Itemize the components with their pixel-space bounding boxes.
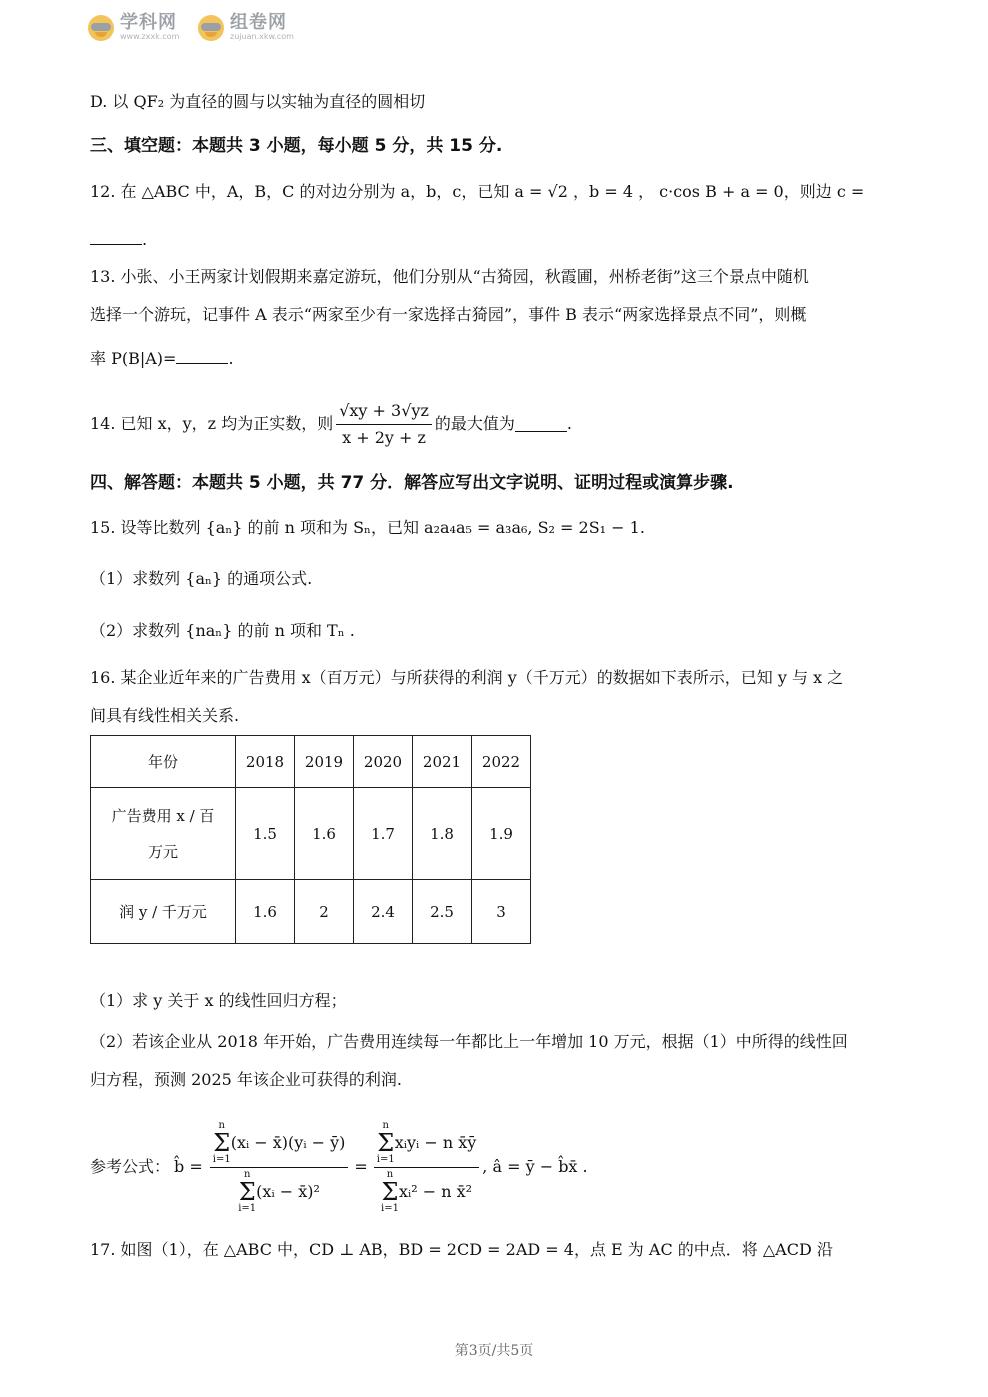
q14-fraction: $\frac{√xy + 3√yz}{x + 2y + z}$ [336,400,432,449]
table-cell: 2021 [413,736,472,788]
formula-fraction-2: n Σ i=1 xᵢyᵢ − n x̄ȳ n Σ i=1 xᵢ² − n x̄² [374,1121,479,1214]
q15-part1: （1）求数列 {aₙ} 的通项公式. [90,569,313,588]
logo-title: 学科网 [120,12,177,33]
logo-zxxk [88,14,179,41]
table-cell: 2022 [472,736,531,788]
logo-zujuan [198,14,294,41]
q12-line2: . [90,228,147,252]
table-header-profit: 润 y / 千万元 [91,880,236,944]
logo-title: 组卷网 [230,12,287,33]
q12-line1: 12. 在 △ABC 中，A，B，C 的对边分别为 a，b，c，已知 a = √2 ，b = 4 ， c·cos B + a = 0，则边 c = [90,182,865,201]
answer-blank [90,230,142,245]
table-cell: 2 [295,880,354,944]
table-row [91,736,531,788]
q16-line1: 16. 某企业近年来的广告费用 x（百万元）与所获得的利润 y（千万元）的数据如下表所示，已知 y 与 x 之 [90,668,844,687]
q16-part2-line1: （2）若该企业从 2018 年开始，广告费用连续每一年都比上一年增加 10 万元，根据（1）中所得的线性回 [90,1032,848,1051]
table-cell: 1.7 [354,788,413,880]
q16-part2-line2: 归方程，预测 2025 年该企业可获得的利润. [90,1070,402,1089]
formula-fraction-1: n Σ i=1 (xᵢ − x̄)(yᵢ − ȳ) n Σ i=1 (xᵢ − x̄)² [210,1121,349,1214]
q13-line3: 率 P(B|A)= . [90,349,234,368]
table-cell: 2.5 [413,880,472,944]
reference-formula: 参考公式： b̂ = n Σ i=1 (xᵢ − x̄)(yᵢ − ȳ) n Σ i=1 (xᵢ − x̄)² = n Σ i=1 xᵢyᵢ − n x̄ȳ n Σ i=1 xᵢ² − n x̄² , â = ȳ − b̂x̄ . [90,1119,588,1214]
sum-symbol: n Σ i=1 [381,1168,399,1214]
logo-mascot-icon [198,15,224,41]
table-cell: 1.6 [295,788,354,880]
table-cell: 2.4 [354,880,413,944]
table-row [91,880,531,944]
q15-stem: 15. 设等比数列 {aₙ} 的前 n 项和为 Sₙ，已知 a₂a₄a₅ = a₃a₆, S₂ = 2S₁ − 1. [90,518,645,537]
table-cell: 2018 [236,736,295,788]
answer-blank [515,417,567,432]
sum-symbol: n Σ i=1 [238,1168,257,1214]
table-cell: 1.9 [472,788,531,880]
section3-heading: 三、填空题：本题共 3 小题，每小题 5 分，共 15 分. [90,136,503,156]
section4-heading: 四、解答题：本题共 5 小题，共 77 分．解答应写出文字说明、证明过程或演算步骤. [90,473,734,493]
q11-option-d: D. 以 QF₂ 为直径的圆与以实轴为直径的圆相切 [90,92,426,111]
page-number: 第3页/共5页 [454,1343,534,1359]
q13-line1: 13. 小张、小王两家计划假期来嘉定游玩，他们分别从“古猗园，秋霞圃，州桥老街”这三个景点中随机 [90,267,809,286]
q16-part1: （1）求 y 关于 x 的线性回归方程； [90,991,347,1010]
table-cell: 1.6 [236,880,295,944]
data-table [90,735,531,944]
table-header-cost: 广告费用 x / 百 万元 [91,788,236,880]
q14: 14. 已知 x，y，z 均为正实数，则 $\frac{√xy + 3√yz}{x + 2y + z}$ 的最大值为 . [90,400,572,447]
answer-blank [176,349,228,364]
q13-line2: 选择一个游玩，记事件 A 表示“两家至少有一家选择古猗园”，事件 B 表示“两家选择景点不同”，则概 [90,305,807,324]
table-cell: 2020 [354,736,413,788]
table-header-year: 年份 [91,736,236,788]
sum-symbol: n Σ i=1 [376,1119,395,1165]
logo-mascot-icon [88,15,114,41]
table-cell: 1.5 [236,788,295,880]
table-cell: 1.8 [413,788,472,880]
q16-line2: 间具有线性相关关系. [90,706,240,725]
q15-part2: （2）求数列 {naₙ} 的前 n 项和 Tₙ . [90,621,355,640]
logo-url: www.zxxk.com [120,32,180,41]
table-cell: 2019 [295,736,354,788]
table-cell: 3 [472,880,531,944]
sum-symbol: n Σ i=1 [212,1119,231,1165]
table-row [91,788,531,880]
logo-url: zujuan.xkw.com [230,32,294,41]
q17-stem: 17. 如图（1），在 △ABC 中，CD ⊥ AB，BD = 2CD = 2AD = 4，点 E 为 AC 的中点．将 △ACD 沿 [90,1240,833,1259]
